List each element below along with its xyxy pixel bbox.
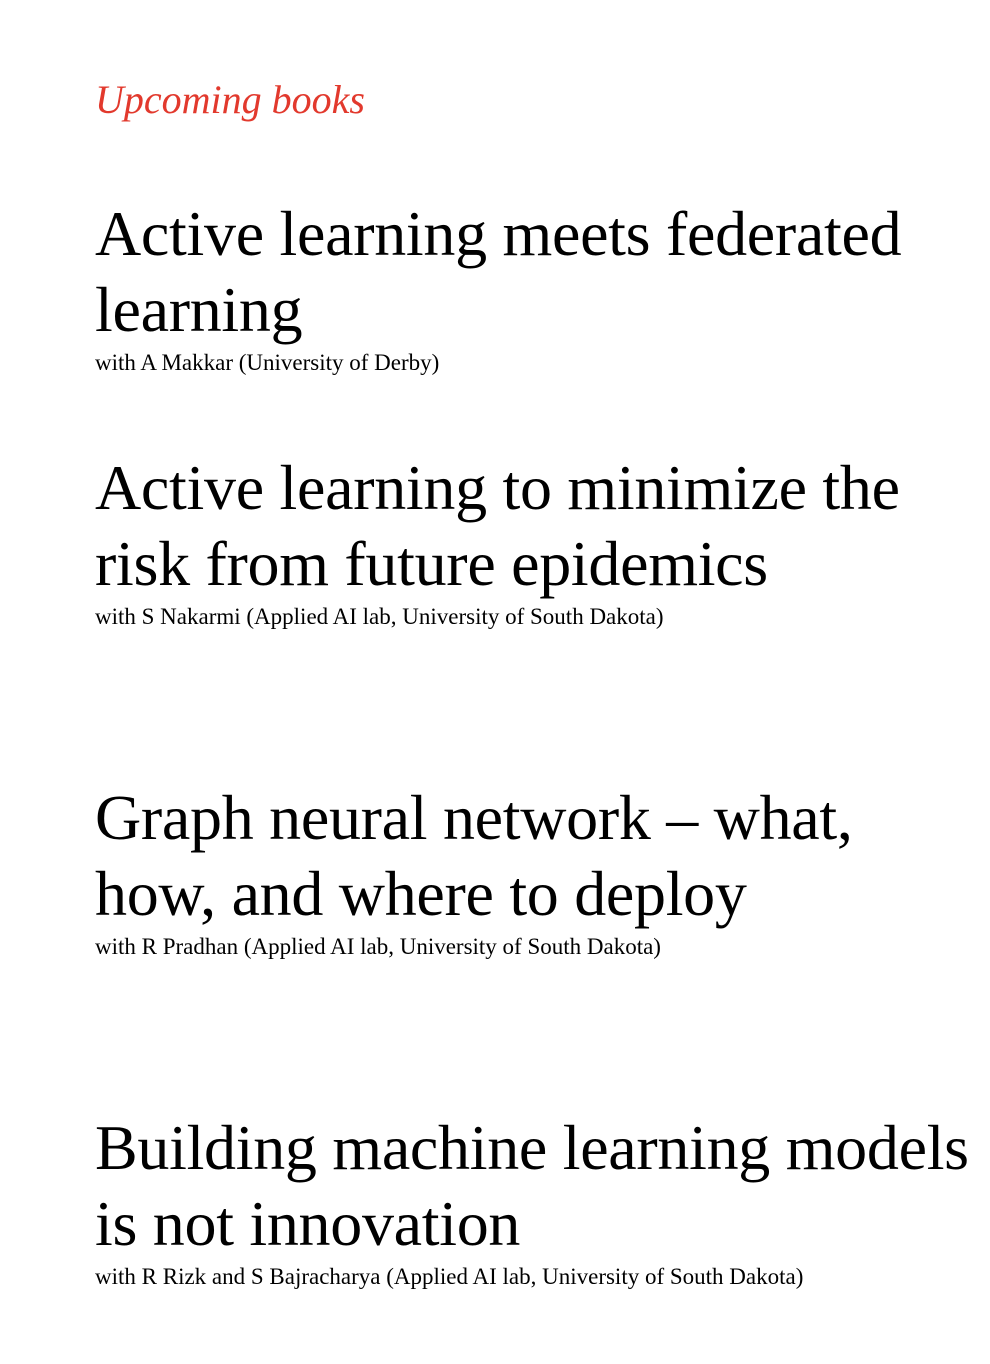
book-title: Graph neural network – what, how, and where to deploy: [95, 782, 853, 929]
book-title: Active learning to minimize the risk from future epidemics: [95, 452, 900, 599]
book-authors: with A Makkar (University of Derby): [95, 350, 440, 375]
book-entry: [95, 780, 975, 962]
book-title: Building machine learning models is not innovation: [95, 1112, 969, 1259]
book-entry: [95, 1110, 975, 1292]
book-authors: with R Rizk and S Bajracharya (Applied AI lab, University of South Dakota): [95, 1264, 804, 1289]
upcoming-books-heading: Upcoming books: [95, 77, 365, 122]
book-entry: [95, 196, 975, 378]
book-title: Active learning meets federated learning: [95, 198, 902, 345]
book-authors: with S Nakarmi (Applied AI lab, University of South Dakota): [95, 604, 664, 629]
book-entry: [95, 450, 975, 632]
book-authors: with R Pradhan (Applied AI lab, University of South Dakota): [95, 934, 661, 959]
